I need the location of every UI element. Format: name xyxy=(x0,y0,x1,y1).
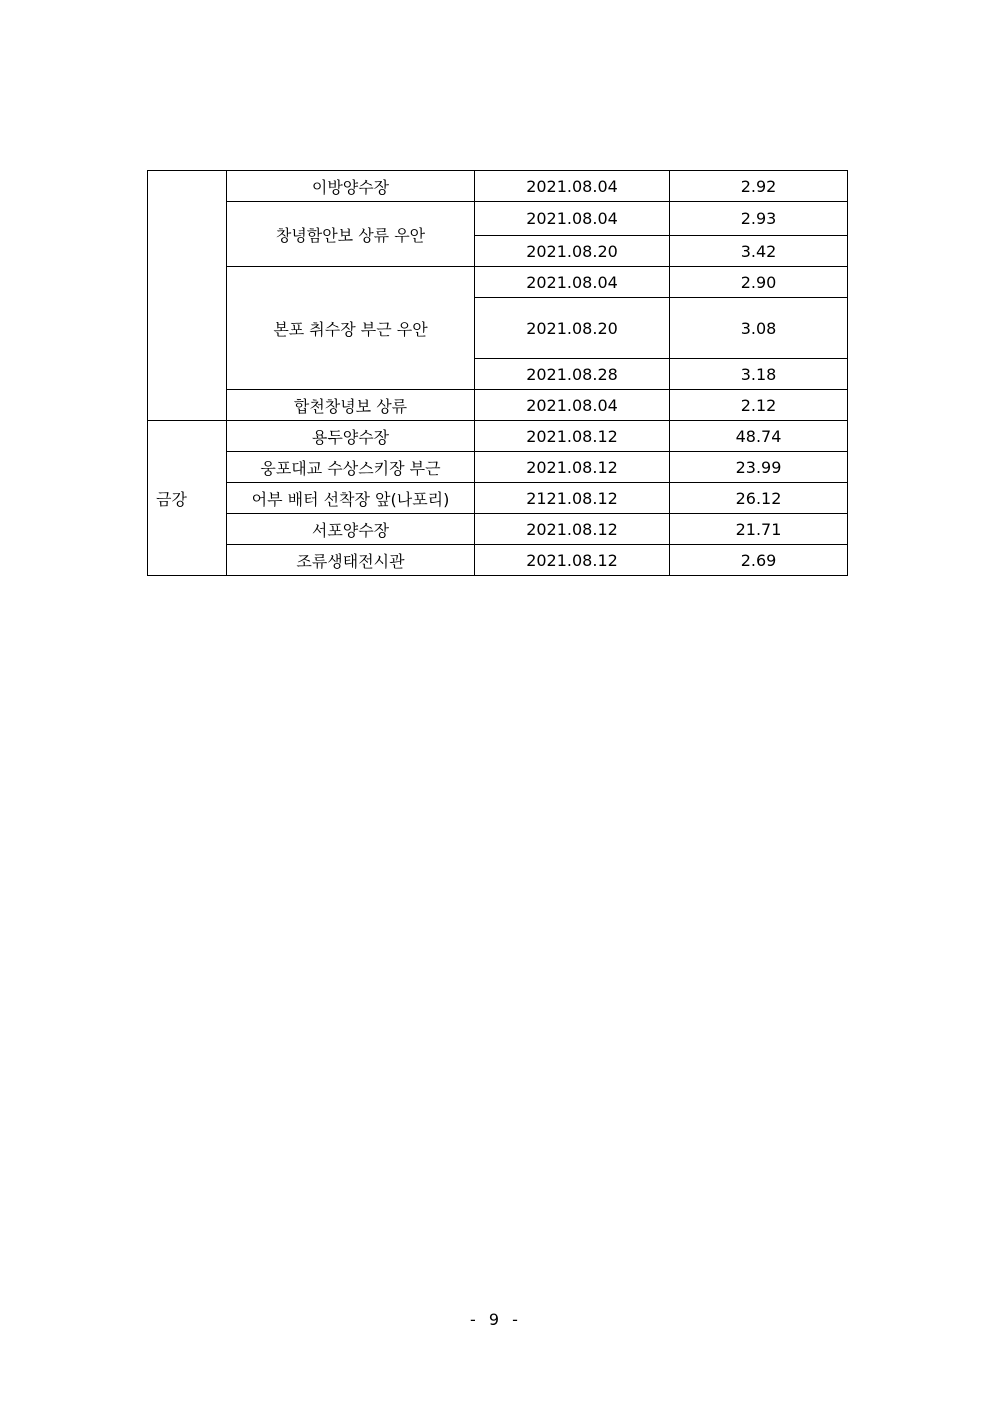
value-cell: 2.69 xyxy=(670,545,848,576)
value-cell: 3.42 xyxy=(670,236,848,267)
site-cell: 본포 취수장 부근 우안 xyxy=(227,267,475,390)
value-cell: 2.92 xyxy=(670,171,848,202)
date-cell: 2021.08.04 xyxy=(475,267,670,298)
site-cell: 서포양수장 xyxy=(227,514,475,545)
value-cell: 2.90 xyxy=(670,267,848,298)
site-cell: 용두양수장 xyxy=(227,421,475,452)
table-row xyxy=(148,171,848,202)
date-cell: 2021.08.12 xyxy=(475,514,670,545)
value-cell: 3.18 xyxy=(670,359,848,390)
table-row xyxy=(148,390,848,421)
page-number: - 9 - xyxy=(470,1310,522,1329)
date-cell: 2021.08.20 xyxy=(475,298,670,359)
site-cell: 어부 배터 선착장 앞(나포리) xyxy=(227,483,475,514)
date-cell: 2021.08.12 xyxy=(475,421,670,452)
value-cell: 2.93 xyxy=(670,202,848,236)
value-cell: 3.08 xyxy=(670,298,848,359)
site-cell: 합천창녕보 상류 xyxy=(227,390,475,421)
date-cell: 2121.08.12 xyxy=(475,483,670,514)
site-cell: 조류생태전시관 xyxy=(227,545,475,576)
site-cell: 창녕함안보 상류 우안 xyxy=(227,202,475,267)
date-cell: 2021.08.20 xyxy=(475,236,670,267)
site-cell: 웅포대교 수상스키장 부근 xyxy=(227,452,475,483)
value-cell: 26.12 xyxy=(670,483,848,514)
table-row xyxy=(148,452,848,483)
table-row xyxy=(148,514,848,545)
table-row xyxy=(148,545,848,576)
table-row xyxy=(148,267,848,298)
value-cell: 48.74 xyxy=(670,421,848,452)
date-cell: 2021.08.04 xyxy=(475,390,670,421)
date-cell: 2021.08.28 xyxy=(475,359,670,390)
date-cell: 2021.08.04 xyxy=(475,202,670,236)
date-cell: 2021.08.12 xyxy=(475,452,670,483)
table-row xyxy=(148,202,848,236)
value-cell: 23.99 xyxy=(670,452,848,483)
table-row xyxy=(148,483,848,514)
river-cell-geumgang: 금강 xyxy=(148,421,227,576)
site-cell: 이방양수장 xyxy=(227,171,475,202)
river-cell-nakdong xyxy=(148,171,227,421)
value-cell: 2.12 xyxy=(670,390,848,421)
table-row xyxy=(148,421,848,452)
date-cell: 2021.08.04 xyxy=(475,171,670,202)
algae-measurement-table xyxy=(147,170,848,576)
value-cell: 21.71 xyxy=(670,514,848,545)
date-cell: 2021.08.12 xyxy=(475,545,670,576)
